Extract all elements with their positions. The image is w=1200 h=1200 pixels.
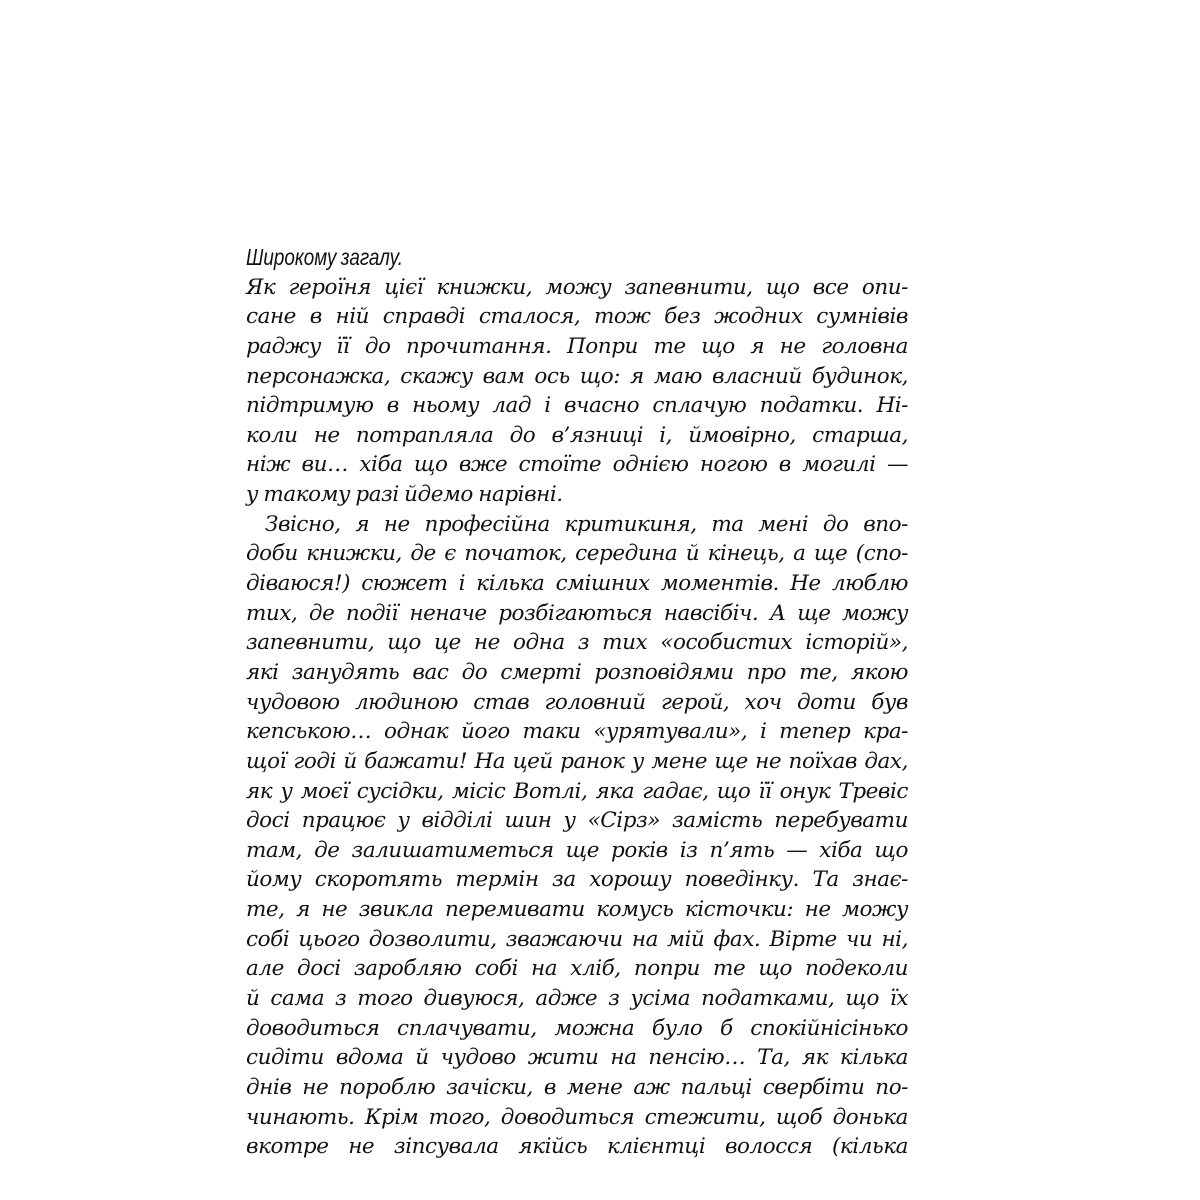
text-line: сидіти вдома й чудово жити на пенсію… Та, як кілька <box>246 1045 908 1071</box>
text-line: те, я не звикла перемивати комусь кісточки: не можу <box>246 897 908 923</box>
text-line: підтримую в ньому лад і вчасно сплачую податки. Ні- <box>246 393 908 419</box>
text-line: коли не потрапляла до в’язниці і, ймовірно, старша, <box>246 422 908 448</box>
text-line: раджу її до прочитання. Попри те що я не головна <box>246 333 908 359</box>
text-line: Як героїня цієї книжки, можу запевнити, що все опи- <box>246 274 908 300</box>
text-line: вкотре не зіпсувала якійсь клієнтці волосся (кілька <box>246 1134 908 1160</box>
text-line: доби книжки, де є початок, середина й кінець, а ще (спо- <box>246 541 908 567</box>
text-line: днів не пороблю зачіски, в мене аж пальці свербіти по- <box>246 1074 908 1100</box>
text-line: собі цього дозволити, зважаючи на мій фах. Вірте чи ні, <box>246 926 908 952</box>
dedication-line: Широкому загалу. <box>246 244 404 270</box>
text-line: сане в ній справді сталося, тож без жодних сумнівів <box>246 304 908 330</box>
book-page-text <box>246 243 908 1162</box>
text-line: діваюся!) сюжет і кілька смішних моментів. Не люблю <box>246 571 908 597</box>
text-line: там, де залишатиметься ще років із п’ять — хіба що <box>246 837 908 863</box>
text-line: досі працює у відділі шин у «Сірз» замість перебувати <box>246 808 908 834</box>
text-line: персонажка, скажу вам ось що: я маю власний будинок, <box>246 363 908 389</box>
text-line: йому скоротять термін за хорошу поведінку. Та знає- <box>246 867 908 893</box>
text-line: чудовою людиною став головний герой, хоч доти був <box>246 689 908 715</box>
text-line: й сама з того дивуюся, адже з усіма податками, що їх <box>246 986 908 1012</box>
text-line: як у моєї сусідки, місіс Вотлі, яка гадає, що її онук Тревіс <box>246 778 908 804</box>
text-line: кепською… однак його таки «урятували», і тепер кра- <box>246 719 908 745</box>
text-line: але досі заробляю собі на хліб, попри те що подеколи <box>246 956 908 982</box>
text-line: щої годі й бажати! На цей ранок у мене ще не поїхав дах, <box>246 748 908 774</box>
text-line: у такому разі йдемо нарівні. <box>246 482 563 508</box>
text-line: запевнити, що це не одна з тих «особистих історій», <box>246 630 908 656</box>
text-line: доводиться сплачувати, можна було б спокійнісінько <box>246 1015 908 1041</box>
text-line: які занудять вас до смерті розповідями про те, якою <box>246 659 908 685</box>
paragraph-start-line: Звісно, я не професійна критикиня, та мені до впо- <box>265 511 908 537</box>
text-line: тих, де події неначе розбігаються навсібіч. А ще можу <box>246 600 908 626</box>
text-line: чинають. Крім того, доводиться стежити, щоб донька <box>246 1104 908 1130</box>
text-line: ніж ви… хіба що вже стоїте однією ногою в могилі — <box>246 452 908 478</box>
